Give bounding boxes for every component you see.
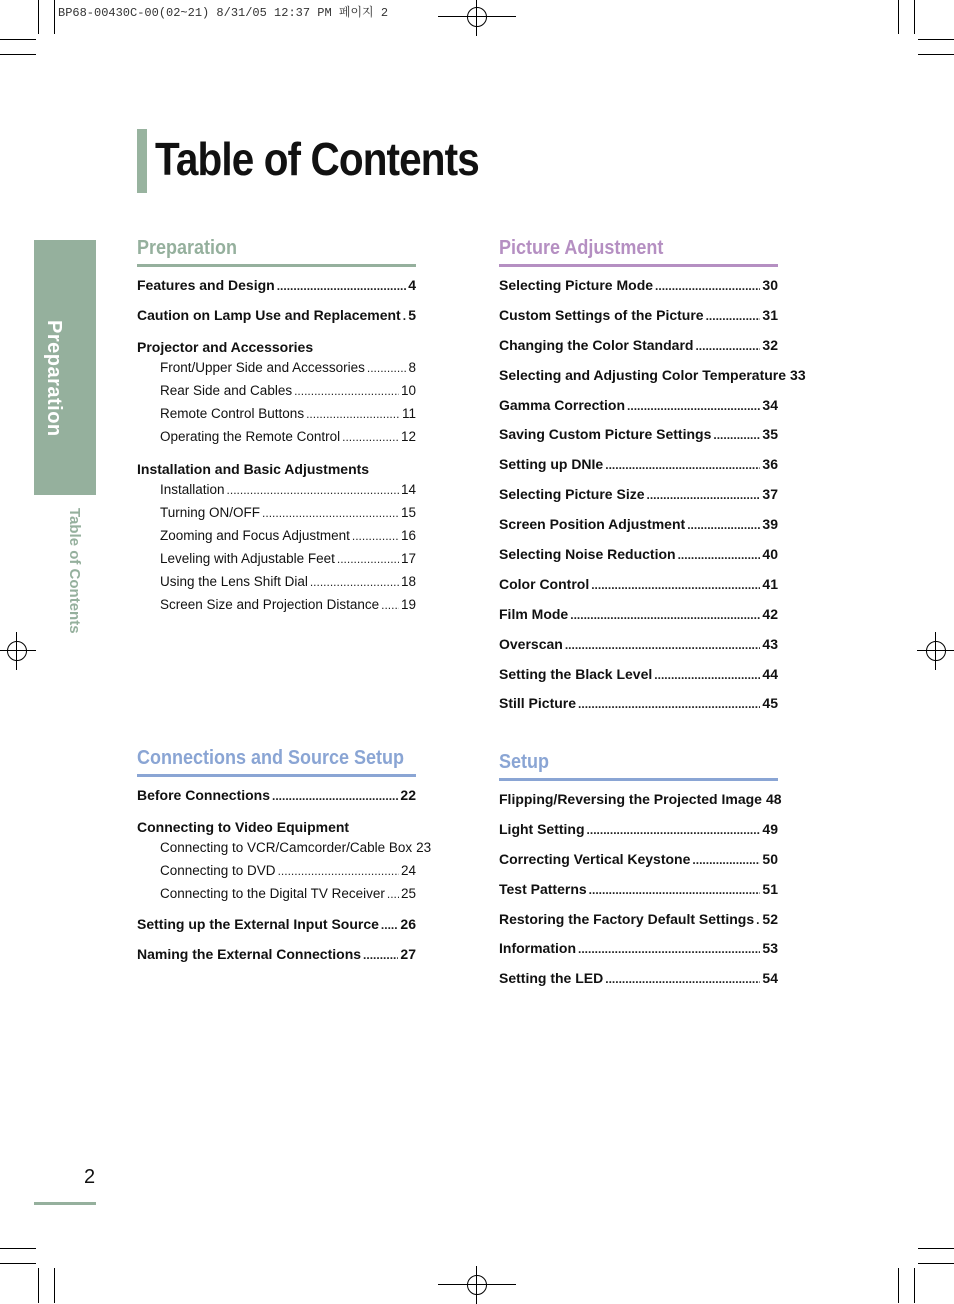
toc-entry[interactable] [499, 636, 778, 666]
crop-mark [0, 54, 36, 55]
crop-mark [54, 0, 55, 34]
toc-entry[interactable] [137, 406, 416, 429]
section-heading: Preparation [137, 237, 238, 259]
toc-page: 15 [400, 505, 416, 520]
toc-entry[interactable] [499, 456, 778, 486]
toc-label: Screen Size and Projection Distance [160, 597, 380, 612]
toc-label: Naming the External Connections [137, 946, 362, 962]
toc-page: 8 [408, 360, 416, 375]
toc-entry[interactable] [499, 366, 806, 397]
section-rule [137, 774, 416, 777]
toc-label: Installation [160, 482, 225, 497]
toc-entry[interactable] [499, 337, 778, 367]
dot-leader [278, 863, 399, 878]
registration-mark [458, 0, 496, 36]
toc-label: Film Mode [499, 605, 569, 622]
dot-leader [381, 916, 399, 932]
toc-entry[interactable] [137, 482, 416, 505]
toc-label: Connecting to the Digital TV Receiver [160, 886, 385, 901]
dot-leader [294, 383, 399, 398]
toc-label: Light Setting [499, 820, 585, 837]
section-picture-adjustment [499, 237, 806, 725]
toc-page: 42 [762, 605, 778, 622]
toc-label: Features and Design [137, 277, 275, 293]
dot-leader [692, 851, 760, 867]
crop-mark [918, 54, 954, 55]
toc-entry[interactable] [499, 695, 778, 725]
dot-leader [570, 606, 760, 622]
toc-label: Gamma Correction [499, 396, 626, 413]
toc-entry[interactable] [137, 528, 416, 551]
dot-leader [387, 886, 399, 901]
toc-entry[interactable] [499, 851, 778, 881]
section-heading: Connections and Source Setup [137, 747, 405, 769]
toc-subheading: Projector and Accessories [137, 339, 314, 355]
dot-leader [591, 576, 760, 592]
dot-leader [687, 516, 760, 532]
toc-page: 43 [762, 635, 778, 652]
toc-label: Zooming and Focus Adjustment [160, 528, 350, 543]
crop-mark [918, 1248, 954, 1249]
toc-page: 54 [762, 970, 778, 987]
toc-label: Setting up DNIe [499, 456, 604, 473]
toc-page: 23 [416, 840, 432, 855]
dot-leader [605, 456, 760, 472]
toc-page: 35 [762, 426, 778, 443]
toc-entry[interactable] [137, 916, 416, 946]
toc-page: 25 [400, 886, 416, 901]
dot-leader [342, 429, 399, 444]
registration-mark [0, 632, 36, 670]
dot-leader [706, 307, 761, 323]
crop-mark [54, 1268, 55, 1303]
toc-label: Selecting Picture Size [499, 486, 645, 503]
toc-page: 48 [765, 791, 782, 807]
dot-leader [565, 636, 761, 652]
crop-mark [0, 1248, 36, 1249]
toc-entry[interactable] [499, 970, 778, 1000]
page-number-rule [34, 1202, 96, 1205]
toc-page: 36 [762, 456, 778, 473]
dot-leader [627, 397, 760, 413]
toc-label: Selecting and Adjusting Color Temperature [499, 366, 787, 383]
dot-leader [655, 277, 760, 293]
dot-leader [578, 695, 760, 711]
toc-page: 30 [762, 277, 778, 293]
toc-label: Leveling with Adjustable Feet [160, 551, 335, 566]
toc-label: Screen Position Adjustment [499, 516, 686, 533]
toc-page: 31 [762, 306, 778, 323]
toc-entry[interactable] [499, 791, 782, 821]
toc-label: Setting up the External Input Source [137, 916, 379, 932]
toc-label: Front/Upper Side and Accessories [160, 360, 365, 375]
dot-leader [310, 574, 399, 589]
dot-leader [277, 277, 407, 293]
toc-label: Remote Control Buttons [160, 406, 305, 421]
toc-entry[interactable] [137, 946, 416, 976]
toc-list [499, 277, 806, 725]
toc-label: Using the Lens Shift Dial [160, 574, 308, 589]
toc-entry[interactable] [137, 383, 416, 406]
toc-page: 19 [400, 597, 416, 612]
toc-entry[interactable] [499, 940, 778, 970]
toc-page: 27 [400, 946, 416, 962]
toc-label: Selecting Picture Mode [499, 277, 654, 293]
dot-leader [654, 666, 760, 682]
toc-label: Operating the Remote Control [160, 429, 341, 444]
toc-page: 32 [762, 336, 778, 353]
toc-page: 53 [762, 940, 778, 957]
dot-leader [306, 406, 400, 421]
toc-page: 26 [400, 916, 416, 932]
crop-mark [38, 0, 39, 34]
dot-leader [367, 360, 407, 375]
toc-page: 50 [762, 850, 778, 867]
toc-label: Connecting to DVD [160, 863, 276, 878]
page-title: Table of Contents [155, 133, 479, 185]
toc-page: 33 [790, 366, 806, 383]
toc-entry[interactable] [499, 307, 778, 337]
toc-subheading: Connecting to Video Equipment [137, 819, 350, 835]
toc-label: Caution on Lamp Use and Replacement [137, 307, 401, 323]
crop-mark [914, 0, 915, 34]
toc-label: Saving Custom Picture Settings [499, 426, 712, 443]
dot-leader [587, 821, 761, 837]
registration-mark [917, 632, 954, 670]
crop-mark [0, 39, 36, 40]
toc-label: Changing the Color Standard [499, 336, 694, 353]
toc-label: Flipping/Reversing the Projected Image [499, 791, 762, 807]
toc-label: Color Control [499, 575, 590, 592]
toc-page: 41 [762, 575, 778, 592]
toc-entry[interactable] [499, 516, 778, 546]
toc-page: 39 [762, 516, 778, 533]
toc-label: Overscan [499, 635, 563, 652]
toc-label: Connecting to VCR/Camcorder/Cable Box [160, 840, 413, 855]
toc-label: Test Patterns [499, 880, 587, 897]
toc-page: 45 [762, 695, 778, 712]
dot-leader [363, 946, 398, 962]
toc-page: 5 [408, 307, 416, 323]
toc-entry[interactable] [137, 307, 416, 337]
toc-label: Setting the LED [499, 970, 604, 987]
toc-label: Turning ON/OFF [160, 505, 261, 520]
toc-list [499, 791, 782, 1000]
dot-leader [262, 505, 399, 520]
toc-label: Restoring the Factory Default Settings [499, 910, 755, 927]
dot-leader [337, 551, 399, 566]
dot-leader [272, 787, 398, 803]
crop-mark [914, 1268, 915, 1303]
toc-entry[interactable] [499, 881, 778, 911]
dot-leader [647, 486, 761, 502]
crop-mark [0, 1263, 36, 1264]
toc-entry[interactable] [499, 576, 778, 606]
toc-entry[interactable] [137, 429, 416, 459]
toc-page: 40 [762, 546, 778, 563]
toc-entry[interactable] [137, 886, 416, 916]
crop-mark [38, 1268, 39, 1303]
side-tab-label: Preparation [43, 320, 65, 437]
toc-entry[interactable] [137, 551, 416, 574]
toc-entry[interactable] [499, 397, 778, 427]
dot-leader [381, 597, 399, 612]
toc-page: 44 [762, 665, 778, 682]
toc-entry[interactable] [499, 606, 778, 636]
toc-label: Information [499, 940, 576, 957]
toc-page: 10 [400, 383, 416, 398]
dot-leader [678, 546, 761, 562]
toc-label: Custom Settings of the Picture [499, 306, 704, 323]
dot-leader [352, 528, 399, 543]
toc-entry[interactable] [137, 574, 416, 597]
toc-entry[interactable] [137, 360, 416, 383]
crop-mark [898, 1268, 899, 1303]
toc-entry[interactable] [499, 426, 778, 456]
toc-entry[interactable] [499, 911, 778, 941]
toc-label: Correcting Vertical Keystone [499, 850, 691, 867]
dot-leader [756, 911, 760, 927]
toc-label: Selecting Noise Reduction [499, 546, 676, 563]
toc-page: 17 [400, 551, 416, 566]
toc-page: 37 [762, 486, 778, 503]
section-heading: Setup [499, 751, 550, 773]
print-header: BP68-00430C-00(02~21) 8/31/05 12:37 PM 페이지 2 [58, 6, 389, 20]
toc-entry[interactable] [499, 277, 778, 307]
toc-page: 52 [762, 910, 778, 927]
toc-entry[interactable] [499, 546, 778, 576]
dot-leader [403, 307, 406, 323]
toc-entry[interactable] [137, 505, 416, 528]
toc-entry[interactable] [499, 666, 778, 696]
section-setup [499, 751, 782, 1000]
dot-leader [695, 337, 760, 353]
toc-entry[interactable] [137, 787, 416, 817]
toc-entry[interactable] [499, 821, 778, 851]
toc-page: 18 [400, 574, 416, 589]
toc-entry[interactable] [137, 863, 416, 886]
toc-page: 24 [400, 863, 416, 878]
toc-page: 22 [400, 787, 416, 803]
page-number: 2 [84, 1166, 96, 1188]
section-rule [499, 264, 778, 267]
toc-page: 51 [762, 880, 778, 897]
toc-page: 11 [401, 406, 416, 421]
section-heading: Picture Adjustment [499, 237, 664, 259]
crop-mark [898, 0, 899, 34]
toc-entry[interactable] [499, 486, 778, 516]
side-subtitle: Table of Contents [66, 508, 83, 634]
section-connections [137, 747, 432, 976]
title-accent-bar [137, 129, 147, 193]
section-preparation [137, 237, 416, 620]
toc-entry[interactable] [137, 840, 432, 863]
registration-mark [458, 1266, 496, 1304]
crop-mark [918, 1263, 954, 1264]
dot-leader [605, 970, 760, 986]
toc-page: 49 [762, 820, 778, 837]
toc-label: Still Picture [499, 695, 577, 712]
toc-page: 4 [408, 277, 416, 293]
toc-subheading: Installation and Basic Adjustments [137, 461, 370, 477]
toc-page: 34 [762, 396, 778, 413]
toc-page: 14 [400, 482, 416, 497]
toc-label: Rear Side and Cables [160, 383, 293, 398]
section-rule [137, 264, 416, 267]
toc-page: 12 [400, 429, 416, 444]
dot-leader [589, 881, 761, 897]
toc-entry[interactable] [137, 597, 416, 620]
dot-leader [227, 482, 399, 497]
toc-page: 16 [400, 528, 416, 543]
toc-label: Setting the Black Level [499, 665, 653, 682]
section-rule [499, 778, 778, 781]
toc-label: Before Connections [137, 787, 271, 803]
toc-entry[interactable] [137, 277, 416, 307]
crop-mark [918, 39, 954, 40]
dot-leader [713, 426, 760, 442]
dot-leader [578, 940, 760, 956]
